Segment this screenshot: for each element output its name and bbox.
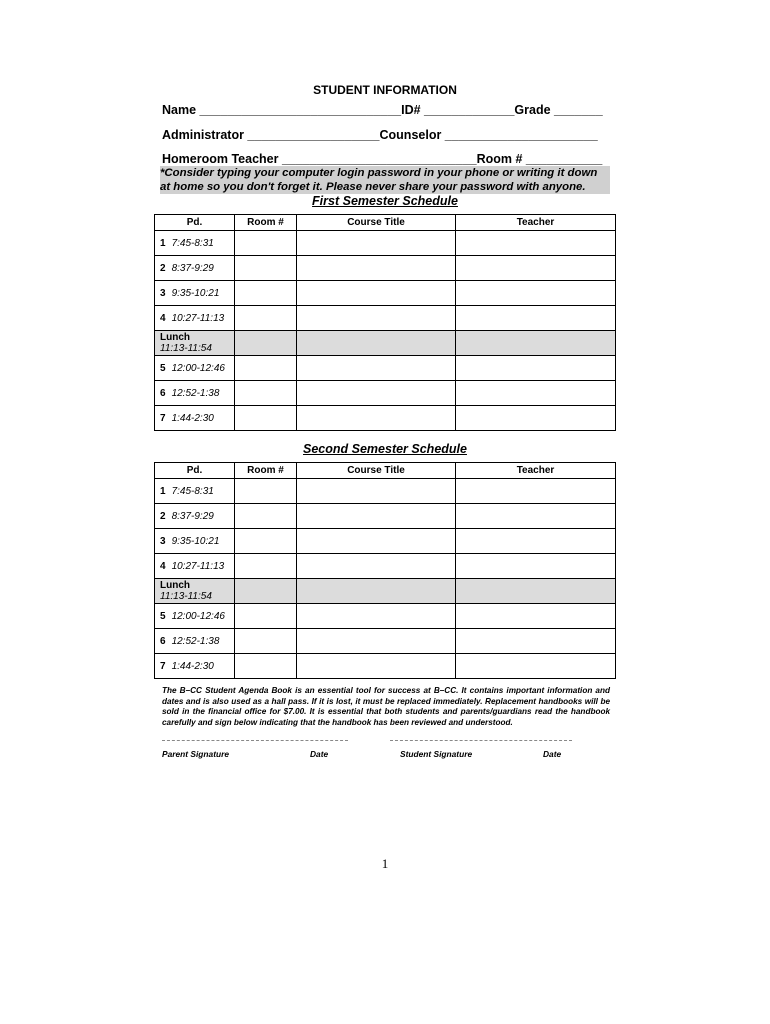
room-cell[interactable] bbox=[235, 579, 297, 604]
period-cell bbox=[155, 579, 235, 604]
room-cell[interactable] bbox=[235, 406, 297, 431]
period-time: 10:27-11:13 bbox=[171, 560, 225, 572]
period-number: 1 bbox=[160, 485, 166, 497]
first-semester-title: First Semester Schedule bbox=[312, 194, 458, 208]
period-cell bbox=[155, 604, 235, 629]
teacher-cell[interactable] bbox=[456, 579, 616, 604]
table-row bbox=[155, 604, 616, 629]
course-title-cell[interactable] bbox=[297, 306, 456, 331]
course-title-cell[interactable] bbox=[297, 406, 456, 431]
teacher-cell[interactable] bbox=[456, 281, 616, 306]
course-title-cell[interactable] bbox=[297, 256, 456, 281]
period-time: 11:13-11:54 bbox=[160, 343, 212, 354]
table-header-row bbox=[155, 215, 616, 231]
period-cell bbox=[155, 629, 235, 654]
parent-signature-label: Parent Signature bbox=[162, 749, 230, 759]
student-signature-label: Student Signature bbox=[400, 749, 473, 759]
course-title-cell[interactable] bbox=[297, 529, 456, 554]
period-cell bbox=[155, 654, 235, 679]
parent-date-label: Date bbox=[310, 749, 329, 759]
table-row bbox=[155, 504, 616, 529]
room-cell[interactable] bbox=[235, 604, 297, 629]
pd-header: Pd. bbox=[155, 215, 235, 231]
lunch-row bbox=[155, 331, 616, 356]
period-time: 8:37-9:29 bbox=[171, 262, 214, 274]
page-title: STUDENT INFORMATION bbox=[313, 83, 457, 97]
period-number: 7 bbox=[160, 412, 166, 424]
course-title-cell[interactable] bbox=[297, 281, 456, 306]
course-title-cell[interactable] bbox=[297, 381, 456, 406]
course-title-cell[interactable] bbox=[297, 331, 456, 356]
course-title-header: Course Title bbox=[297, 463, 456, 479]
course-title-cell[interactable] bbox=[297, 479, 456, 504]
period-cell bbox=[155, 281, 235, 306]
administrator-counselor-line: Administrator ___________________Counselor ______________________ bbox=[162, 128, 598, 142]
course-title-cell[interactable] bbox=[297, 629, 456, 654]
period-time: 1:44-2:30 bbox=[171, 660, 214, 672]
period-cell bbox=[155, 306, 235, 331]
period-cell bbox=[155, 529, 235, 554]
course-title-cell[interactable] bbox=[297, 231, 456, 256]
table-row bbox=[155, 554, 616, 579]
teacher-cell[interactable] bbox=[456, 554, 616, 579]
period-cell bbox=[155, 356, 235, 381]
table-row bbox=[155, 306, 616, 331]
table-row bbox=[155, 479, 616, 504]
period-cell bbox=[155, 479, 235, 504]
teacher-header: Teacher bbox=[456, 215, 616, 231]
teacher-cell[interactable] bbox=[456, 306, 616, 331]
parent-signature-line[interactable] bbox=[162, 740, 348, 741]
password-notice: *Consider typing your computer login password in your phone or writing it down at home so you don't forget it. Please never share your password with anyone. bbox=[160, 166, 610, 194]
table-row bbox=[155, 629, 616, 654]
room-cell[interactable] bbox=[235, 331, 297, 356]
teacher-header: Teacher bbox=[456, 463, 616, 479]
first-semester-table bbox=[154, 214, 616, 431]
teacher-cell[interactable] bbox=[456, 356, 616, 381]
room-cell[interactable] bbox=[235, 629, 297, 654]
period-number: 3 bbox=[160, 287, 166, 299]
room-cell[interactable] bbox=[235, 504, 297, 529]
agenda-book-agreement: The B–CC Student Agenda Book is an essential tool for success at B–CC. It contains important information and dates and is also used as a hall pass. If it is lost, it must be replaced immediately. Replacement handbooks will be sold in the financial office for $7.00. It is essential that both students and parents/guardians read the handbook carefully and sign below indicating that the handbook has been reviewed and understood. bbox=[162, 686, 610, 727]
course-title-cell[interactable] bbox=[297, 356, 456, 381]
course-title-cell[interactable] bbox=[297, 654, 456, 679]
period-number: 6 bbox=[160, 635, 166, 647]
course-title-cell[interactable] bbox=[297, 504, 456, 529]
table-row bbox=[155, 256, 616, 281]
period-time: 10:27-11:13 bbox=[171, 312, 225, 324]
room-cell[interactable] bbox=[235, 654, 297, 679]
period-time: 12:52-1:38 bbox=[171, 635, 220, 647]
period-cell bbox=[155, 406, 235, 431]
pd-header: Pd. bbox=[155, 463, 235, 479]
teacher-cell[interactable] bbox=[456, 231, 616, 256]
teacher-cell[interactable] bbox=[456, 331, 616, 356]
period-time: 12:52-1:38 bbox=[171, 387, 220, 399]
period-number: 2 bbox=[160, 262, 166, 274]
teacher-cell[interactable] bbox=[456, 529, 616, 554]
period-cell bbox=[155, 381, 235, 406]
period-number: 4 bbox=[160, 312, 166, 324]
table-row bbox=[155, 406, 616, 431]
period-time: 11:13-11:54 bbox=[160, 591, 212, 602]
period-time: 9:35-10:21 bbox=[171, 287, 220, 299]
course-title-cell[interactable] bbox=[297, 579, 456, 604]
period-time: 7:45-8:31 bbox=[171, 485, 214, 497]
student-signature-line[interactable] bbox=[390, 740, 572, 741]
period-number: 3 bbox=[160, 535, 166, 547]
period-number: 1 bbox=[160, 237, 166, 249]
second-semester-table bbox=[154, 462, 616, 679]
lunch-label: Lunch bbox=[160, 580, 190, 591]
table-row bbox=[155, 231, 616, 256]
table-row bbox=[155, 281, 616, 306]
period-cell bbox=[155, 554, 235, 579]
table-row bbox=[155, 381, 616, 406]
period-cell bbox=[155, 256, 235, 281]
period-number: 5 bbox=[160, 610, 166, 622]
period-number: 5 bbox=[160, 362, 166, 374]
period-time: 1:44-2:30 bbox=[171, 412, 214, 424]
room-header: Room # bbox=[235, 463, 297, 479]
period-cell bbox=[155, 231, 235, 256]
room-cell[interactable] bbox=[235, 231, 297, 256]
course-title-header: Course Title bbox=[297, 215, 456, 231]
room-header: Room # bbox=[235, 215, 297, 231]
room-cell[interactable] bbox=[235, 479, 297, 504]
period-number: 6 bbox=[160, 387, 166, 399]
lunch-row bbox=[155, 579, 616, 604]
lunch-label: Lunch bbox=[160, 332, 190, 343]
period-time: 12:00-12:46 bbox=[171, 610, 225, 622]
period-cell bbox=[155, 504, 235, 529]
room-cell[interactable] bbox=[235, 306, 297, 331]
table-header-row bbox=[155, 463, 616, 479]
student-date-label: Date bbox=[543, 749, 562, 759]
room-cell[interactable] bbox=[235, 529, 297, 554]
period-time: 12:00-12:46 bbox=[171, 362, 225, 374]
period-time: 7:45-8:31 bbox=[171, 237, 214, 249]
teacher-cell[interactable] bbox=[456, 406, 616, 431]
period-number: 7 bbox=[160, 660, 166, 672]
teacher-cell[interactable] bbox=[456, 256, 616, 281]
period-number: 2 bbox=[160, 510, 166, 522]
teacher-cell[interactable] bbox=[456, 654, 616, 679]
period-time: 9:35-10:21 bbox=[171, 535, 220, 547]
course-title-cell[interactable] bbox=[297, 604, 456, 629]
page-number: 1 bbox=[381, 856, 389, 871]
name-id-grade-line: Name _____________________________ID# _____________Grade _______ bbox=[162, 103, 603, 117]
table-row bbox=[155, 529, 616, 554]
period-number: 4 bbox=[160, 560, 166, 572]
teacher-cell[interactable] bbox=[456, 629, 616, 654]
second-semester-title: Second Semester Schedule bbox=[303, 442, 467, 456]
table-row bbox=[155, 356, 616, 381]
room-cell[interactable] bbox=[235, 356, 297, 381]
period-time: 8:37-9:29 bbox=[171, 510, 214, 522]
room-cell[interactable] bbox=[235, 381, 297, 406]
teacher-cell[interactable] bbox=[456, 479, 616, 504]
teacher-cell[interactable] bbox=[456, 604, 616, 629]
period-cell bbox=[155, 331, 235, 356]
room-cell[interactable] bbox=[235, 554, 297, 579]
table-row bbox=[155, 654, 616, 679]
teacher-cell[interactable] bbox=[456, 504, 616, 529]
teacher-cell[interactable] bbox=[456, 381, 616, 406]
room-cell[interactable] bbox=[235, 281, 297, 306]
room-cell[interactable] bbox=[235, 256, 297, 281]
homeroom-room-line: Homeroom Teacher ____________________________Room # ___________ bbox=[162, 152, 603, 166]
course-title-cell[interactable] bbox=[297, 554, 456, 579]
